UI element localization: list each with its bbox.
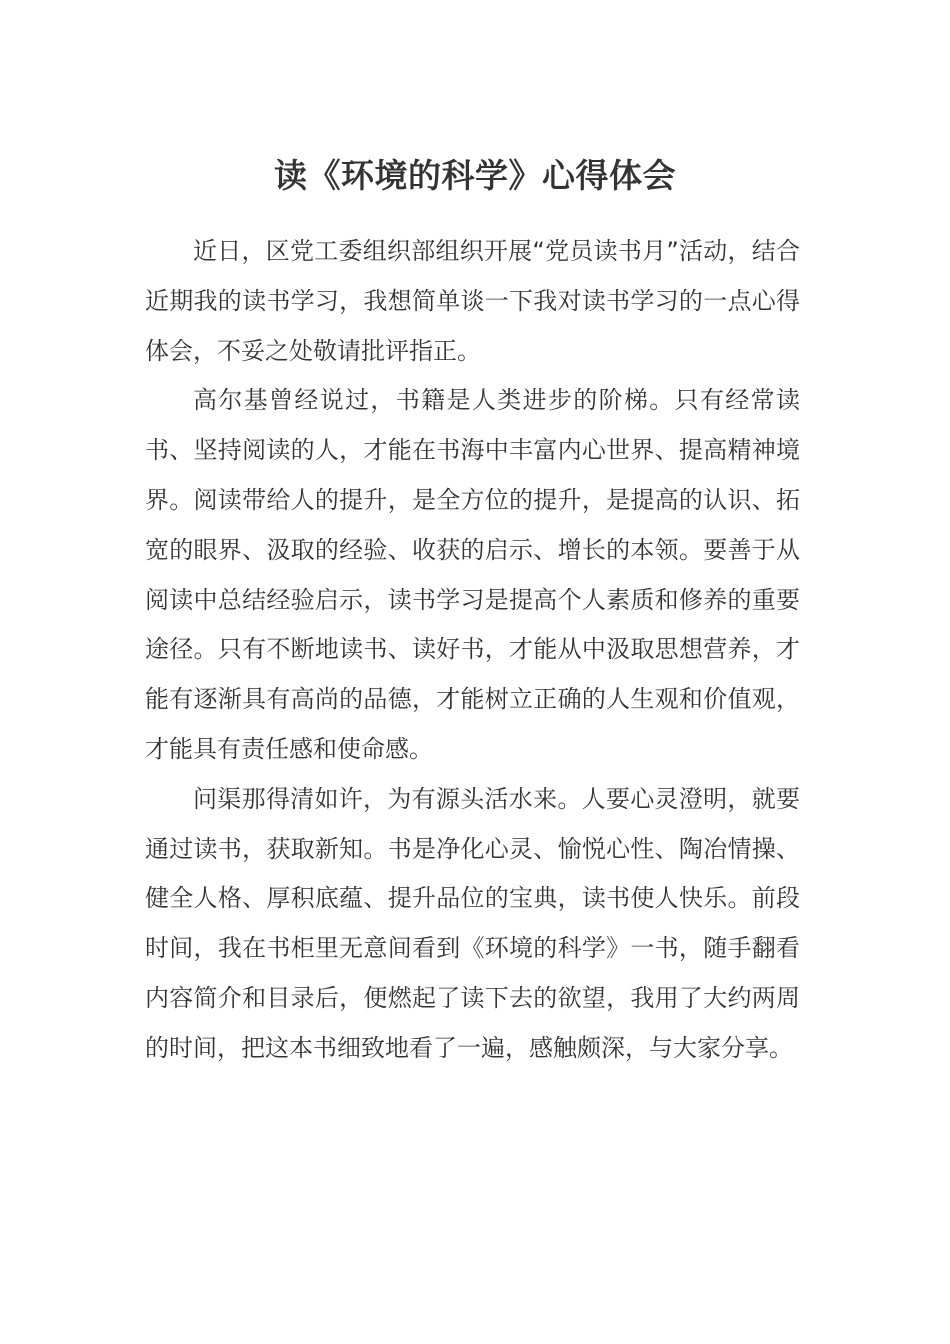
paragraph-2: 高尔基曾经说过，书籍是人类进步的阶梯。只有经常读书、坚持阅读的人，才能在书海中丰富内心世界、提高精神境界。阅读带给人的提升，是全方位的提升，是提高的认识、拓宽的眼界、汲取的经验、收获的启示、增长的本领。要善于从阅读中总结经验启示，读书学习是提高个人素质和修养的重要途径。只有不断地读书、读好书，才能从中汲取思想营养，才能有逐渐具有高尚的品德，才能树立正确的人生观和价值观，才能具有责任感和使命感。 <box>145 386 800 763</box>
document-body <box>145 227 800 1074</box>
paragraph-3: 问渠那得清如许，为有源头活水来。人要心灵澄明，就要通过读书，获取新知。书是净化心灵、愉悦心性、陶冶情操、健全人格、厚积底蕴、提升品位的宝典，读书使人快乐。前段时间，我在书柜里无意间看到《环境的科学》一书，随手翻看内容简介和目录后，便燃起了读下去的欲望，我用了大约两周的时间，把这本书细致地看了一遍，感触颇深，与大家分享。 <box>145 784 800 1062</box>
paragraph-1: 近日，区党工委组织部组织开展“党员读书月”活动，结合近期我的读书学习，我想简单谈一下我对读书学习的一点心得体会，不妥之处敬请批评指正。 <box>145 237 800 365</box>
document-title: 读《环境的科学》心得体会 <box>274 156 676 195</box>
